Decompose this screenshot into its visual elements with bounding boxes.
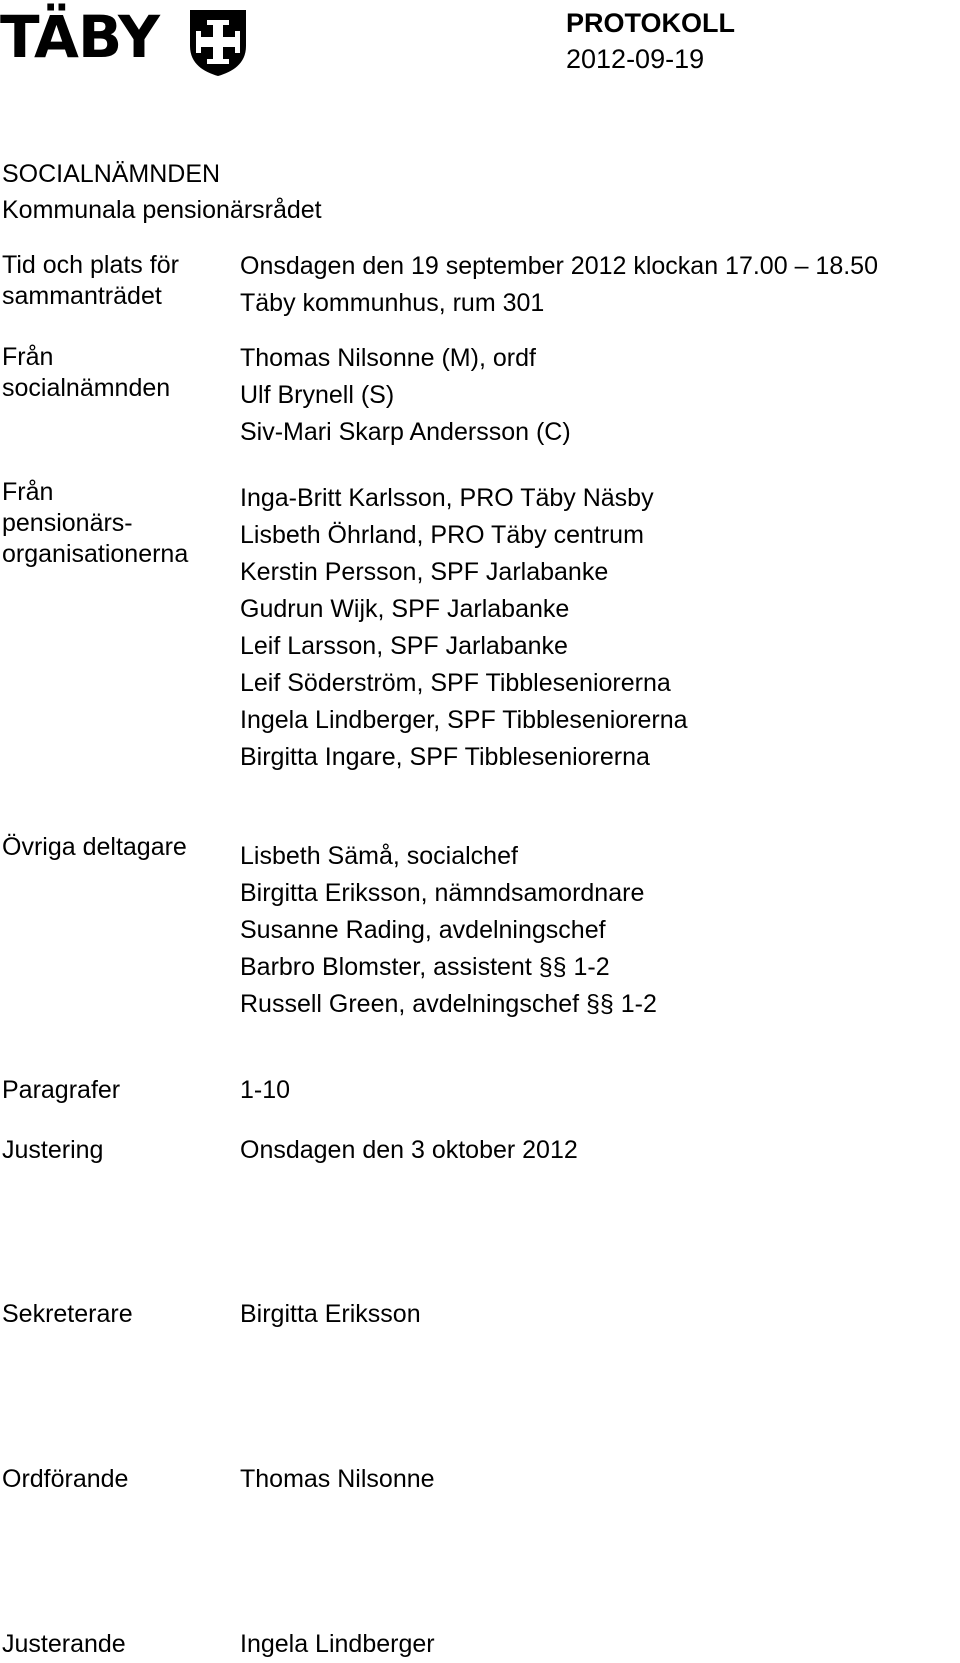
adjuster-label: Justerande (2, 1630, 126, 1658)
from-orgs-label (2, 477, 188, 570)
from-board-label (2, 342, 170, 404)
member-name: Lisbeth Öhrland, PRO Täby centrum (240, 521, 644, 549)
label-line: pensionärs- (2, 509, 133, 537)
member-name: Thomas Nilsonne (M), ordf (240, 344, 536, 372)
adjuster-name: Ingela Lindberger (240, 1630, 435, 1658)
meeting-details (240, 248, 878, 322)
label-line: socialnämnden (2, 374, 171, 402)
participant-name: Barbro Blomster, assistent §§ 1-2 (240, 953, 610, 981)
secretary-label: Sekreterare (2, 1300, 133, 1328)
member-name: Siv-Mari Skarp Andersson (C) (240, 418, 571, 446)
logo-wordmark: TÄBY (0, 3, 159, 71)
organization-heading (2, 156, 322, 228)
member-name: Kerstin Persson, SPF Jarlabanke (240, 558, 609, 586)
label-line: sammanträdet (2, 282, 162, 310)
from-board-members (240, 340, 571, 451)
chair-name: Thomas Nilsonne (240, 1465, 435, 1493)
other-participants (240, 838, 657, 1023)
member-name: Birgitta Ingare, SPF Tibbleseniorerna (240, 743, 650, 771)
adjustment-label: Justering (2, 1136, 104, 1164)
member-name: Leif Larsson, SPF Jarlabanke (240, 632, 568, 660)
label-line: Från (2, 343, 54, 371)
member-name: Leif Söderström, SPF Tibbleseniorerna (240, 669, 671, 697)
meeting-place: Täby kommunhus, rum 301 (240, 289, 545, 317)
member-name: Ulf Brynell (S) (240, 381, 395, 409)
document-date: 2012-09-19 (566, 44, 705, 74)
chair-label: Ordförande (2, 1465, 129, 1493)
document-type: PROTOKOLL (566, 8, 736, 38)
label-line: Från (2, 478, 54, 506)
member-name: Gudrun Wijk, SPF Jarlabanke (240, 595, 570, 623)
taby-logo (0, 4, 260, 74)
participant-name: Susanne Rading, avdelningschef (240, 916, 606, 944)
participant-name: Russell Green, avdelningschef §§ 1-2 (240, 990, 657, 1018)
others-label (2, 832, 187, 863)
meeting-time: Onsdagen den 19 september 2012 klockan 17.00 – 18.50 (240, 252, 878, 280)
member-name: Ingela Lindberger, SPF Tibbleseniorerna (240, 706, 688, 734)
member-name: Inga-Britt Karlsson, PRO Täby Näsby (240, 484, 654, 512)
secretary-name: Birgitta Eriksson (240, 1300, 421, 1328)
council-name: Kommunala pensionärsrådet (2, 196, 322, 224)
label-line: organisationerna (2, 540, 189, 568)
adjustment-value: Onsdagen den 3 oktober 2012 (240, 1136, 578, 1164)
participant-name: Lisbeth Sämå, socialchef (240, 842, 518, 870)
label-line: Tid och plats för (2, 251, 179, 279)
label-line: Övriga deltagare (2, 833, 187, 861)
coat-of-arms-icon (186, 6, 250, 78)
meeting-label (2, 250, 179, 312)
from-orgs-members (240, 480, 688, 776)
board-name: SOCIALNÄMNDEN (2, 160, 221, 188)
participant-name: Birgitta Eriksson, nämndsamordnare (240, 879, 645, 907)
paragraphs-value: 1-10 (240, 1076, 291, 1104)
paragraphs-label: Paragrafer (2, 1076, 121, 1104)
